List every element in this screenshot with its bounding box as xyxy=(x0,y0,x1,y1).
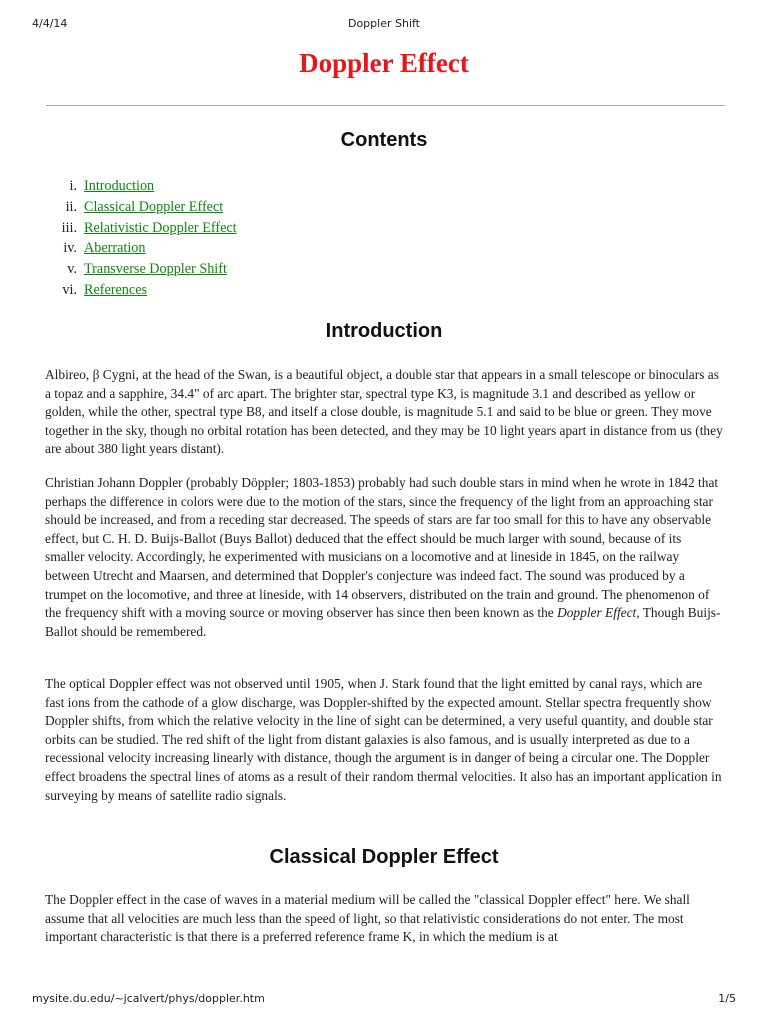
toc-number: iv. xyxy=(63,240,77,257)
toc-link-transverse-doppler-shift[interactable]: Transverse Doppler Shift xyxy=(84,261,227,278)
print-url: mysite.du.edu/~jcalvert/phys/doppler.htm xyxy=(32,992,265,1005)
toc-item-classical xyxy=(50,197,237,218)
title-divider xyxy=(46,105,725,106)
intro-paragraph-2 xyxy=(45,474,723,641)
print-date: 4/4/14 xyxy=(32,17,68,30)
print-page-title: Doppler Shift xyxy=(347,17,420,30)
intro-paragraph-1: Albireo, β Cygni, at the head of the Swan, is a beautiful object, a double star that appears in a small telescope or binoculars as a topaz and a sapphire, 34.4" of arc apart. The brighter star, spectral type K3, is magnitude 3.1 and described as yellow or golden, while the other, spectral type B8, and itself a close double, is magnitude 5.1 and said to be blue or green. They move together in the sky, though no orbital rotation has been detected, and they may be 10 light years apart in distance from us (they are about 380 light years distant). xyxy=(45,367,723,457)
table-of-contents xyxy=(50,176,237,301)
intro-paragraph-2-end: , Though Buijs-Ballot should be remembered. xyxy=(45,605,721,639)
toc-number: v. xyxy=(67,261,77,278)
print-page-number: 1/5 xyxy=(718,992,736,1005)
toc-item-introduction xyxy=(50,176,237,197)
toc-link-relativistic-doppler-effect[interactable]: Relativistic Doppler Effect xyxy=(84,219,237,236)
page-title: Doppler Effect xyxy=(299,48,469,78)
intro-paragraph-2-text: Christian Johann Doppler (probably Döppler; 1803-1853) probably had such double stars in mind when he wrote in 1842 that perhaps the difference in colors were due to the motion of the stars, since the frequency of the light from an approaching star should be increased, and from a receding star decreased. The speeds of stars are far too small for this to have any observable effect, but C. H. D. Buijs-Ballot (Buys Ballot) deduced that the effect should be much larger with sound, because of its smaller velocity. Accordingly, he experimented with musicians on a locomotive and at lineside in 1845, on the railway between Utrecht and Maarsen, and determined that Doppler's conjecture was indeed fact. The sound was produced by a trumpet on the locomotive, and three at lineside, with 14 observers, distributed on the train and ground. The phenomenon of the frequency shift with a moving source or moving observer has since then been known as the xyxy=(45,475,719,621)
toc-number: iii. xyxy=(61,219,77,236)
toc-item-aberration xyxy=(50,238,237,259)
toc-link-references[interactable]: References xyxy=(84,281,148,298)
toc-number: ii. xyxy=(65,198,77,215)
classical-paragraph-1: The Doppler effect in the case of waves in a material medium will be called the "classical Doppler effect" here. We shall assume that all velocities are much less than the speed of light, so that relativistic considerations do not enter. The most important characteristic is that there is a preferred reference frame K, in which the medium is at xyxy=(45,892,690,945)
toc-link-aberration[interactable]: Aberration xyxy=(84,240,146,257)
doppler-effect-term: Doppler Effect xyxy=(557,605,637,621)
toc-item-relativistic xyxy=(50,218,237,239)
toc-number: vi. xyxy=(62,281,77,298)
introduction-heading: Introduction xyxy=(325,320,443,342)
print-footer xyxy=(32,992,736,1006)
toc-item-references xyxy=(50,280,237,301)
intro-paragraph-3: The optical Doppler effect was not observed until 1905, when J. Stark found that the light emitted by canal rays, which are fast ions from the cathode of a glow discharge, was Doppler-shifted by the expected amount. Stellar spectra frequently show Doppler shifts, from which the relative velocity in the line of sight can be determined, a very useful quantity, and double star orbits can be studied. The red shift of the light from distant galaxies is also famous, and is usually interpreted as due to a recessional velocity increasing linearly with distance, though the argument is in danger of being a circular one. The Doppler effect broadens the spectral lines of atoms as a result of their random thermal velocities. It also has an important application in surveying by means of satellite radio signals. xyxy=(45,676,722,803)
toc-item-transverse xyxy=(50,259,237,280)
toc-link-introduction[interactable]: Introduction xyxy=(84,178,155,194)
contents-heading: Contents xyxy=(340,129,428,151)
toc-link-classical-doppler-effect[interactable]: Classical Doppler Effect xyxy=(84,198,224,215)
print-header xyxy=(32,17,736,31)
classical-heading: Classical Doppler Effect xyxy=(269,846,499,868)
toc-number: i. xyxy=(69,178,77,194)
